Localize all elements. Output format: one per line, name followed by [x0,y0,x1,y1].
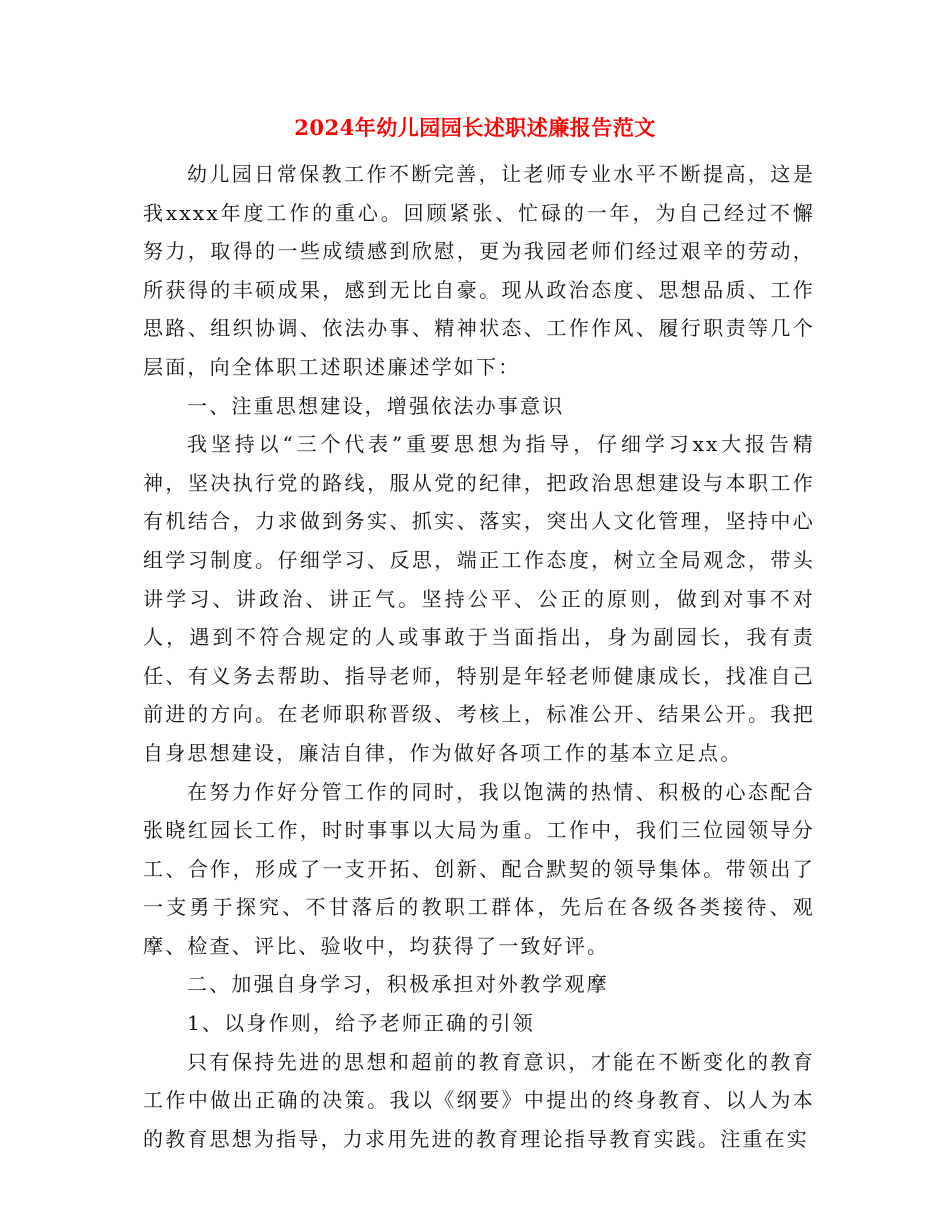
paragraph-intro: 幼儿园日常保教工作不断完善，让老师专业水平不断提高，这是我xxxx年度工作的重心。回顾紧张、忙碌的一年，为自己经过不懈努力，取得的一些成绩感到欣慰，更为我园老师们经过艰辛的劳动，所获得的丰硕成果，感到无比自豪。现从政治态度、思想品质、工作思路、组织协调、依法办事、精神状态、工作作风、履行职责等几个层面，向全体职工述职述廉述学如下： [143,162,815,379]
paragraph-education-ideas: 只有保持先进的思想和超前的教育意识，才能在不断变化的教育工作中做出正确的决策。我以《纲要》中提出的终身教育、以人为本的教育思想为指导，力求用先进的教育理论指导教育实践。注重在实 [143,1049,815,1151]
paragraph-thought-building: 我坚持以“三个代表”重要思想为指导，仔细学习xx大报告精神，坚决执行党的路线，服从党的纪律，把政治思想建设与本职工作有机结合，力求做到务实、抓实、落实，突出人文化管理，坚持中心组学习制度。仔细学习、反思，端正工作态度，树立全局观念，带头讲学习、讲政治、讲正气。坚持公平、公正的原则，做到对事不对人，遇到不符合规定的人或事敢于当面指出，身为副园长，我有责任、有义务去帮助、指导老师，特别是年轻老师健康成长，找准自己前进的方向。在老师职称晋级、考核上，标准公开、结果公开。我把自身思想建设，廉洁自律，作为做好各项工作的基本立足点。 [143,432,815,765]
section-heading-2: 二、加强自身学习，积极承担对外教学观摩 [187,972,609,997]
subsection-heading-1: 1、以身作则，给予老师正确的引领 [187,1011,535,1036]
paragraph-cooperation: 在努力作好分管工作的同时，我以饱满的热情、积极的心态配合张晓红园长工作，时时事事以大局为重。工作中，我们三位园领导分工、合作，形成了一支开拓、创新、配合默契的领导集体。带领出了一支勇于探究、不甘落后的教职工群体，先后在各级各类接待、观摩、检查、评比、验收中，均获得了一致好评。 [143,779,815,958]
section-heading-1: 一、注重思想建设，增强依法办事意识 [187,393,565,418]
document-body [143,155,815,1158]
document-title: 2024年幼儿园园长述职述廉报告范文 [294,115,656,140]
